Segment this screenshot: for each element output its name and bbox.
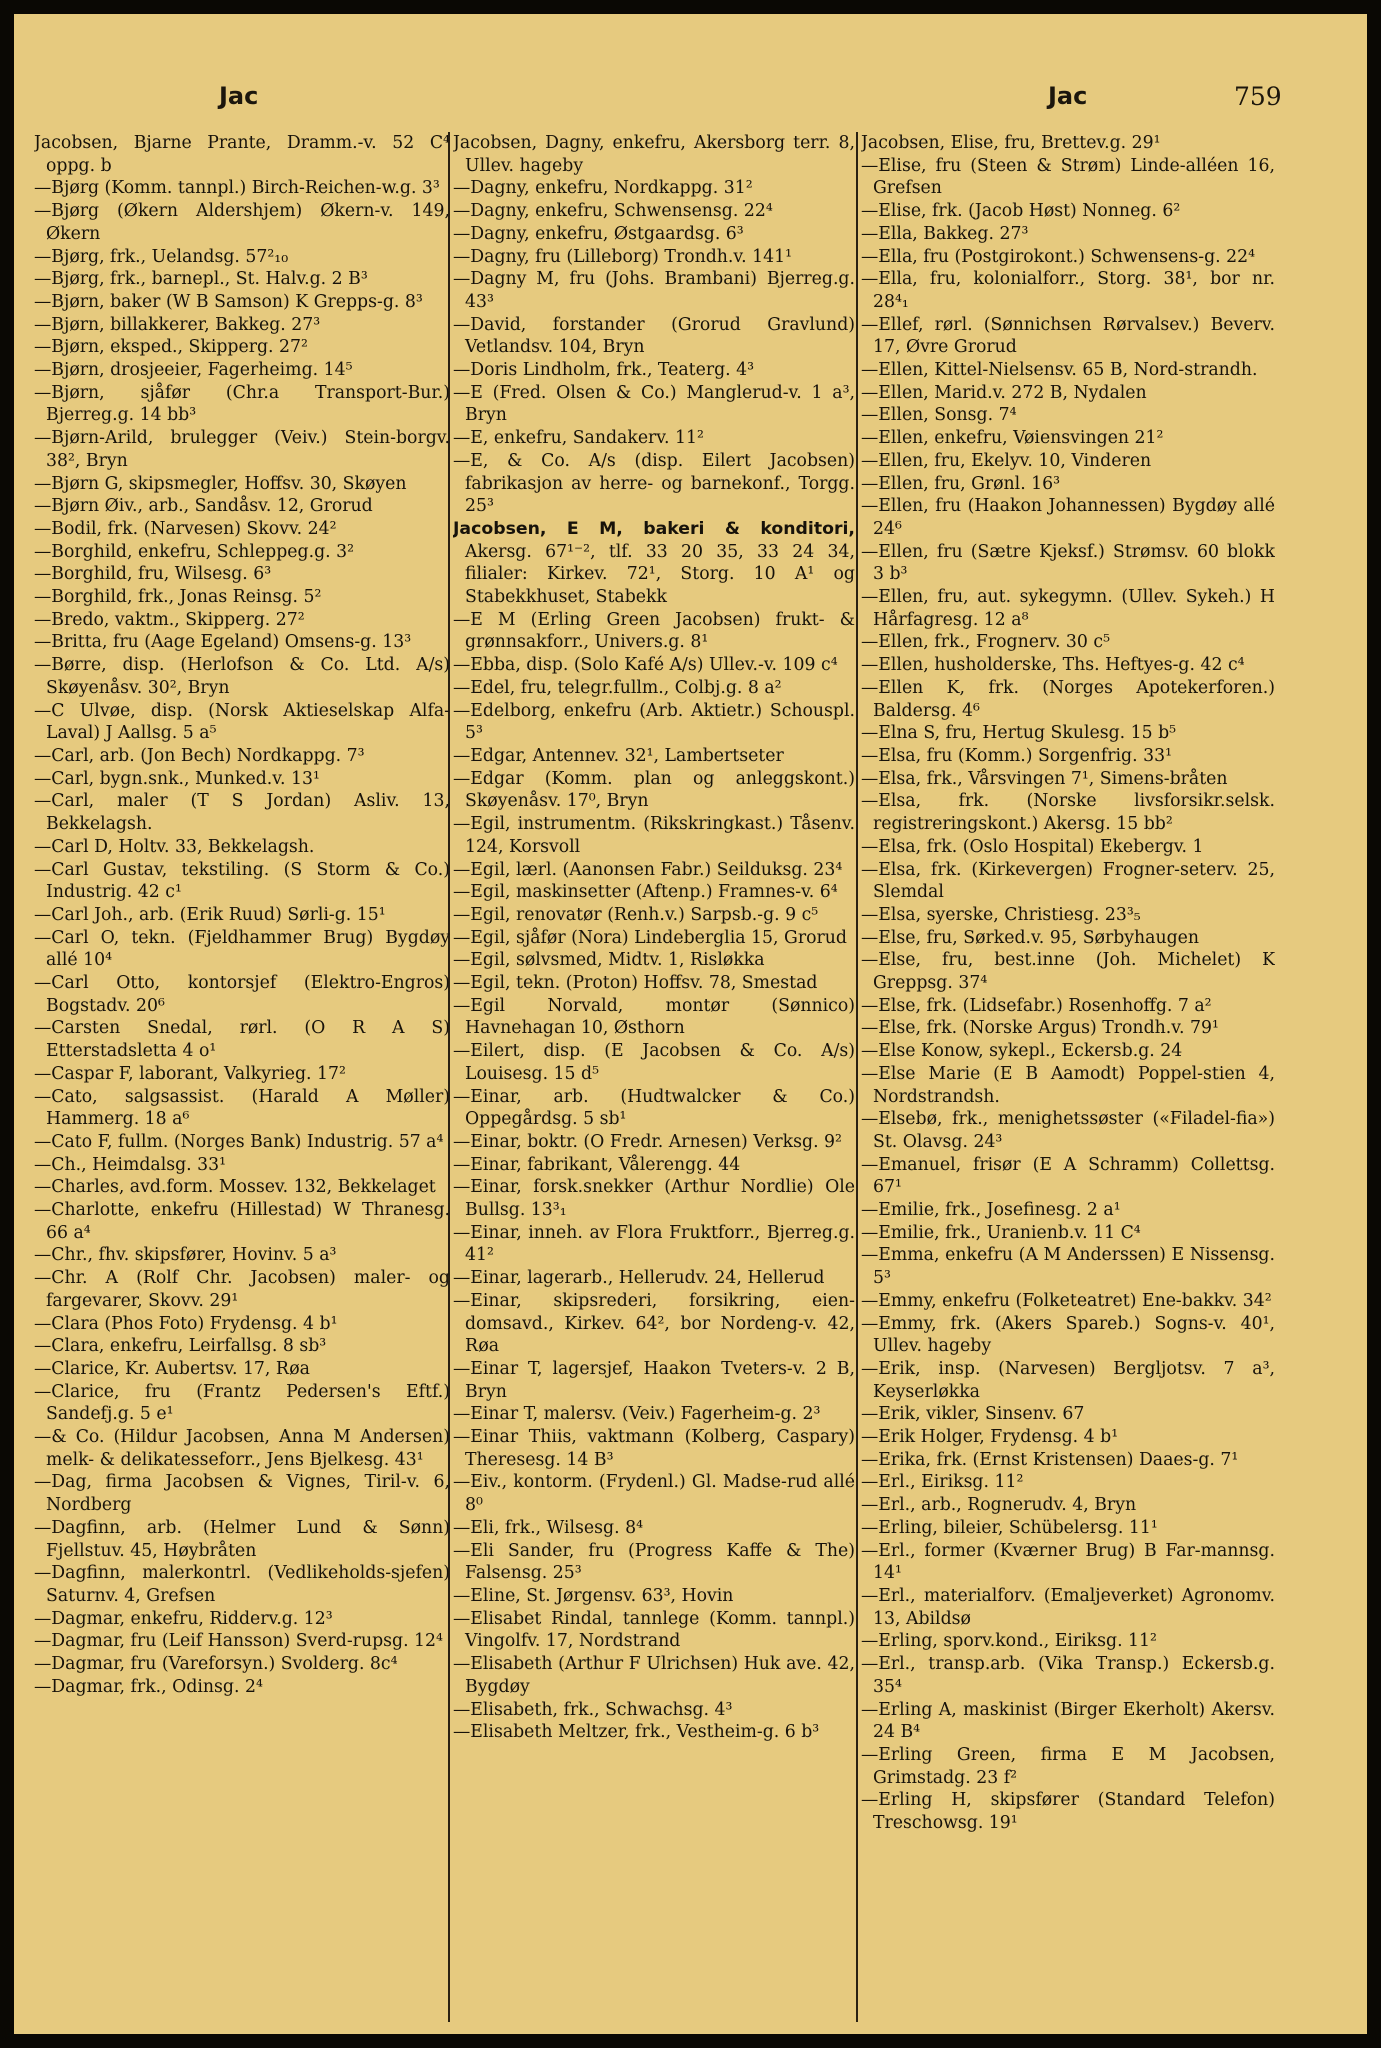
directory-entry: Jacobsen, Elise, fru, Brettev.g. 29¹ (861, 133, 1161, 153)
directory-entry: —Clara, enkefru, Leirfallsg. 8 sb³ (34, 1336, 327, 1357)
right-guide-word: Jac (1048, 82, 1088, 110)
directory-entry: —Dagny, fru (Lilleborg) Trondh.v. 141¹ (453, 246, 793, 267)
page-header (14, 82, 1367, 122)
directory-entry: —Elsa, frk. (Norske livsforsikr.selsk. registreringskont.) Akersg. 15 bb² (861, 791, 1275, 835)
directory-entry: —Dagmar, fru (Leif Hansson) Sverd-rupsg. 12⁴ (34, 1631, 443, 1652)
directory-entry: —Charles, avd.form. Mossev. 132, Bekkelaget (34, 1177, 436, 1198)
directory-entry: —Carl Otto, kontorsjef (Elektro-Engros) Bogstadv. 20⁶ (34, 973, 450, 1016)
directory-entry: —Egil, maskinsetter (Aftenp.) Framnes-v. 6⁴ (453, 882, 838, 903)
directory-entry: —Charlotte, enkefru (Hillestad) W Thranesg. 66 a⁴ (34, 1200, 450, 1243)
directory-entry: —Erl., materialforv. (Emaljeverket) Agronomv. 13, Abildsø (861, 1586, 1275, 1629)
directory-entry: —Ella, fru (Postgirokont.) Schwensens-g. 22⁴ (861, 246, 1256, 267)
column-3 (861, 132, 1275, 2020)
directory-entry: —Ellen, Kittel-Nielsensv. 65 B, Nord-strandh. (861, 360, 1258, 381)
directory-entry: —Elna S, fru, Hertug Skulesg. 15 b⁵ (861, 723, 1177, 744)
directory-entry: —Egil, sjåfør (Nora) Lindeberglia 15, Grorud (453, 927, 847, 948)
directory-entry: —Ellen, frk., Frognerv. 30 c⁵ (861, 632, 1111, 653)
directory-entry: —Edelborg, enkefru (Arb. Aktietr.) Schouspl. 5³ (453, 700, 855, 744)
directory-entry: —Ellen, Marid.v. 272 B, Nydalen (861, 382, 1147, 403)
directory-entry: —Bodil, frk. (Narvesen) Skovv. 24² (34, 518, 337, 539)
directory-page (14, 14, 1367, 2034)
directory-entry: Jacobsen, Bjarne Prante, Dramm.-v. 52 C⁴ oppg. b (34, 133, 450, 176)
directory-entry: —Erl., transp.arb. (Vika Transp.) Eckersb.g. 35⁴ (861, 1654, 1275, 1697)
directory-entry: —Carl, bygn.snk., Munked.v. 13¹ (34, 768, 320, 789)
directory-entry: —Ellen, enkefru, Vøiensvingen 21² (861, 428, 1164, 449)
directory-entry: —Elsa, frk., Vårsvingen 7¹, Simens-bråten (861, 768, 1228, 789)
directory-entry: —Doris Lindholm, frk., Teaterg. 4³ (453, 360, 755, 381)
directory-entry: —Einar, lagerarb., Hellerudv. 24, Hellerud (453, 1268, 825, 1289)
directory-entry: —Einar, forsk.snekker (Arthur Nordlie) Ole Bullsg. 13³₁ (453, 1177, 855, 1221)
directory-entry: —Elise, fru (Steen & Strøm) Linde-alléen 16, Grefsen (861, 155, 1275, 199)
directory-entry: —Elsa, syerske, Christiesg. 23³₅ (861, 904, 1141, 925)
directory-entry: —Einar, skipsrederi, forsikring, eien-domsavd., Kirkev. 64², bor Nordeng-v. 42, Røa (453, 1290, 855, 1357)
directory-entry: —Einar, boktr. (O Fredr. Arnesen) Verksg. 9² (453, 1131, 842, 1152)
directory-entry: —Bjørn, baker (W B Samson) K Grepps-g. 8³ (34, 291, 423, 312)
directory-entry: —E, enkefru, Sandakerv. 11² (453, 428, 704, 449)
page-number: 759 (1234, 82, 1282, 111)
directory-entry: —Ellen, fru, Grønl. 16³ (861, 473, 1061, 494)
directory-entry: —Emanuel, frisør (E A Schramm) Collettsg. 67¹ (861, 1154, 1275, 1198)
directory-entry: —Emmy, enkefru (Folketeatret) Ene-bakkv. 34² (861, 1290, 1272, 1311)
directory-entry: —Bjørg, frk., barnepl., St. Halv.g. 2 B³ (34, 269, 368, 290)
directory-entry: —Einar, arb. (Hudtwalcker & Co.) Oppegårdsg. 5 sb¹ (453, 1086, 855, 1130)
directory-entry: —Clara (Phos Foto) Frydensg. 4 b¹ (34, 1313, 338, 1334)
directory-entry: —Dagny, enkefru, Nordkappg. 31² (453, 178, 753, 199)
directory-entry: —Børre, disp. (Herlofson & Co. Ltd. A/s) Skøyenåsv. 30², Bryn (34, 655, 450, 698)
directory-entry: —Elise, frk. (Jacob Høst) Nonneg. 6² (861, 201, 1181, 222)
directory-entry: —Ella, Bakkeg. 27³ (861, 223, 1029, 244)
directory-entry: —Elisabeth Meltzer, frk., Vestheim-g. 6 b³ (453, 1722, 820, 1743)
directory-entry: —Else, frk. (Norske Argus) Trondh.v. 79¹ (861, 1018, 1219, 1039)
directory-entry: —Ella, fru, kolonialforr., Storg. 38¹, bor nr. 28⁴₁ (861, 269, 1275, 312)
directory-entry: —Edel, fru, telegr.fullm., Colbj.g. 8 a² (453, 677, 782, 698)
directory-entry: —Borghild, frk., Jonas Reinsg. 5² (34, 587, 322, 608)
directory-entry: —Ellef, rørl. (Sønnichsen Rørvalsev.) Beverv. 17, Øvre Grorud (861, 314, 1275, 358)
directory-entry: —Clarice, fru (Frantz Pedersen's Eftf.) Sandefj.g. 5 e¹ (34, 1381, 450, 1425)
directory-entry: —Einar Thiis, vaktmann (Kolberg, Caspary) Theresesg. 14 B³ (453, 1427, 855, 1470)
directory-entry: —Chr. A (Rolf Chr. Jacobsen) maler- og fargevarer, Skovv. 29¹ (34, 1268, 450, 1311)
directory-entry: —Emma, enkefru (A M Anderssen) E Nissensg. 5³ (861, 1245, 1275, 1289)
directory-entry: —Eiv., kontorm. (Frydenl.) Gl. Madse-rud allé 8⁰ (453, 1472, 855, 1516)
directory-entry: —Carl, arb. (Jon Bech) Nordkappg. 7³ (34, 745, 365, 766)
directory-entry: —Borghild, fru, Wilsesg. 6³ (34, 564, 272, 585)
directory-entry: —Egil, tekn. (Proton) Hoffsv. 78, Smestad (453, 973, 818, 994)
directory-entry: —Dag, firma Jacobsen & Vignes, Tiril-v. 6, Nordberg (34, 1472, 450, 1516)
directory-entry: —Else Marie (E B Aamodt) Poppel-stien 4, Nordstrandsh. (861, 1063, 1275, 1107)
directory-entry: —Dagfinn, malerkontrl. (Vedlikeholds-sjefen) Saturnv. 4, Grefsen (34, 1563, 450, 1606)
directory-entry: —Bjørg (Økern Aldershjem) Økern-v. 149, Økern (34, 201, 450, 244)
directory-entry: —Egil, lærl. (Aanonsen Fabr.) Seilduksg. 23⁴ (453, 859, 843, 880)
directory-entry: Jacobsen, E M, bakeri & konditori, Akersg. 67¹⁻², tlf. 33 20 35, 33 24 34, filialer: Kirkev. 72¹, Storg. 10 A¹ og Stabekkhuset, Stabekk (453, 518, 855, 608)
directory-entry: —Erl., former (Kværner Brug) B Far-mannsg. 14¹ (861, 1540, 1275, 1584)
directory-entry: —Carl, maler (T S Jordan) Asliv. 13, Bekkelagsh. (34, 791, 450, 835)
directory-entry: —Bjørn, sjåfør (Chr.a Transport-Bur.) Bjerreg.g. 14 bb³ (34, 382, 450, 426)
directory-entry: —Dagny, enkefru, Schwensensg. 22⁴ (453, 201, 773, 222)
directory-entry: —Dagny M, fru (Johs. Brambani) Bjerreg.g. 43³ (453, 269, 855, 312)
left-guide-word: Jac (219, 82, 259, 110)
directory-entry: —Eline, St. Jørgensv. 63³, Hovin (453, 1586, 734, 1606)
directory-entry: —Edgar, Antennev. 32¹, Lambertseter (453, 745, 784, 766)
directory-entry: —Bjørn G, skipsmegler, Hoffsv. 30, Skøyen (34, 473, 407, 494)
directory-entry: —Else, fru, best.inne (Joh. Michelet) K Greppsg. 37⁴ (861, 950, 1275, 994)
directory-entry: —Ellen, fru, Ekelyv. 10, Vinderen (861, 450, 1152, 471)
directory-entry: —Borghild, enkefru, Schleppeg.g. 3² (34, 541, 355, 562)
directory-entry: —Cato F, fullm. (Norges Bank) Industrig. 57 a⁴ (34, 1131, 444, 1152)
column-rule-right (856, 132, 858, 2022)
directory-entry: —E M (Erling Green Jacobsen) frukt- & grønnsakforr., Univers.g. 8¹ (453, 609, 855, 653)
directory-entry: —Clarice, Kr. Aubertsv. 17, Røa (34, 1358, 310, 1379)
directory-entry: —Ellen, fru (Sætre Kjeksf.) Strømsv. 60 blokk 3 b³ (861, 541, 1275, 585)
directory-entry: —Elsa, fru (Komm.) Sorgenfrig. 33¹ (861, 745, 1173, 766)
directory-entry: —Einar, fabrikant, Vålerengg. 44 (453, 1154, 741, 1175)
directory-entry: —Emilie, frk., Josefinesg. 2 a¹ (861, 1200, 1121, 1221)
directory-entry: —Erik, insp. (Narvesen) Bergljotsv. 7 a³, Keyserløkka (861, 1358, 1275, 1402)
directory-entry: —Elisabet Rindal, tannlege (Komm. tannpl.) Vingolfv. 17, Nordstrand (453, 1608, 855, 1652)
directory-entry: —Erling, bileier, Schübelersg. 11¹ (861, 1517, 1158, 1538)
directory-entry: —Erl., arb., Rognerudv. 4, Bryn (861, 1495, 1137, 1516)
directory-entry: —Bjørg, frk., Uelandsg. 57²₁₀ (34, 246, 289, 267)
directory-entry: —C Ulvøe, disp. (Norsk Aktieselskap Alfa-Laval) J Aallsg. 5 a⁵ (34, 700, 450, 744)
directory-entry: —Carl D, Holtv. 33, Bekkelagsh. (34, 836, 315, 857)
directory-entry: —Dagny, enkefru, Østgaardsg. 6³ (453, 223, 744, 244)
directory-entry: —Caspar F, laborant, Valkyrieg. 17² (34, 1063, 346, 1084)
directory-entry: —Ellen, fru (Haakon Johannessen) Bygdøy allé 24⁶ (861, 496, 1275, 539)
column-1 (34, 132, 450, 2020)
directory-entry: —Erling A, maskinist (Birger Ekerholt) Akersv. 24 B⁴ (861, 1699, 1275, 1743)
directory-entry: —Britta, fru (Aage Egeland) Omsens-g. 13³ (34, 632, 412, 653)
directory-entry: —Bjørn, drosjeeier, Fagerheimg. 14⁵ (34, 360, 353, 381)
directory-entry: —Elisabeth, frk., Schwachsg. 4³ (453, 1699, 733, 1720)
directory-entry: —Carl O, tekn. (Fjeldhammer Brug) Bygdøy allé 10⁴ (34, 927, 450, 971)
directory-entry: —David, forstander (Grorud Gravlund) Vetlandsv. 104, Bryn (453, 314, 855, 358)
column-2 (453, 132, 855, 2020)
directory-entry: —Emmy, frk. (Akers Spareb.) Sogns-v. 40¹, Ullev. hageby (861, 1313, 1275, 1357)
directory-entry: —Bjørg (Komm. tannpl.) Birch-Reichen-w.g. 3³ (34, 178, 440, 199)
directory-entry: —Edgar (Komm. plan og anleggskont.) Skøyenåsv. 17⁰, Bryn (453, 768, 855, 812)
directory-entry: —E, & Co. A/s (disp. Eilert Jacobsen) fabrikasjon av herre- og barnekonf., Torgg. 25³ (453, 450, 855, 517)
directory-entry: —Bjørn, eksped., Skipperg. 27² (34, 337, 308, 358)
directory-entry: —Ellen, fru, aut. sykegymn. (Ullev. Sykeh.) H Hårfagresg. 12 a⁸ (861, 587, 1275, 630)
directory-entry: —Ellen, Sonsg. 7⁴ (861, 405, 1017, 426)
directory-entry: —Dagmar, enkefru, Ridderv.g. 12³ (34, 1608, 333, 1629)
directory-entry: —Bjørn Øiv., arb., Sandåsv. 12, Grorud (34, 496, 373, 517)
directory-entry: —Ellen, husholderske, Ths. Heftyes-g. 42 c⁴ (861, 655, 1245, 676)
directory-entry: —Eli, frk., Wilsesg. 8⁴ (453, 1517, 643, 1538)
directory-entry: —Elsebø, frk., menighetssøster («Filadel-fia») St. Olavsg. 24³ (861, 1109, 1275, 1152)
directory-entry: —Bjørn, billakkerer, Bakkeg. 27³ (34, 314, 321, 335)
directory-entry: —Erik Holger, Frydensg. 4 b¹ (861, 1427, 1119, 1448)
directory-entry: —Ebba, disp. (Solo Kafé A/s) Ullev.-v. 109 c⁴ (453, 655, 838, 676)
directory-entry: —Eilert, disp. (E Jacobsen & Co. A/s) Louisesg. 15 d⁵ (453, 1041, 855, 1084)
directory-entry: —Erling, sporv.kond., Eiriksg. 11² (861, 1631, 1157, 1652)
directory-entry: —Einar T, malersv. (Veiv.) Fagerheim-g. 2³ (453, 1404, 821, 1425)
directory-entry: —Chr., fhv. skipsfører, Hovinv. 5 a³ (34, 1245, 337, 1266)
directory-entry: —Elisabeth (Arthur F Ulrichsen) Huk ave. 42, Bygdøy (453, 1654, 855, 1697)
directory-entry: —Erik, vikler, Sinsenv. 67 (861, 1404, 1085, 1425)
directory-entry: —Erika, frk. (Ernst Kristensen) Daaes-g. 7¹ (861, 1449, 1239, 1470)
directory-entry: —Emilie, frk., Uranienb.v. 11 C⁴ (861, 1222, 1141, 1243)
directory-entry: —Elsa, frk. (Kirkevergen) Frogner-seterv. 25, Slemdal (861, 859, 1275, 903)
directory-entry: —Eli Sander, fru (Progress Kaffe & The) Falsensg. 25³ (453, 1540, 855, 1584)
directory-entry: —E (Fred. Olsen & Co.) Manglerud-v. 1 a³, Bryn (453, 382, 855, 426)
directory-entry: —Cato, salgsassist. (Harald A Møller) Hammerg. 18 a⁶ (34, 1086, 450, 1130)
directory-entry: —Egil, renovatør (Renh.v.) Sarpsb.-g. 9 c⁵ (453, 904, 819, 925)
directory-entry: —Egil Norvald, montør (Sønnico) Havnehagan 10, Østhorn (453, 995, 855, 1039)
directory-entry: —Dagmar, frk., Odinsg. 2⁴ (34, 1676, 263, 1697)
directory-entry: —Carl Joh., arb. (Erik Ruud) Sørli-g. 15¹ (34, 904, 386, 925)
directory-entry: —Erl., Eiriksg. 11² (861, 1472, 1024, 1493)
directory-entry: —& Co. (Hildur Jacobsen, Anna M Andersen) melk- & delikatesseforr., Jens Bjelkesg. 43¹ (34, 1427, 450, 1470)
directory-entry: —Erling H, skipsfører (Standard Telefon) Treschowsg. 19¹ (861, 1790, 1275, 1834)
directory-entry: —Dagfinn, arb. (Helmer Lund & Sønn) Fjellstuv. 45, Høybråten (34, 1517, 450, 1561)
directory-entry: —Egil, instrumentm. (Rikskringkast.) Tåsenv. 124, Korsvoll (453, 814, 855, 857)
directory-entry: —Ch., Heimdalsg. 33¹ (34, 1154, 227, 1175)
directory-entry: —Else, fru, Sørked.v. 95, Sørbyhaugen (861, 927, 1200, 948)
directory-entry: —Einar, inneh. av Flora Fruktforr., Bjerreg.g. 41² (453, 1222, 855, 1266)
directory-entry: —Erling Green, firma E M Jacobsen, Grimstadg. 23 f² (861, 1744, 1275, 1788)
directory-entry: —Dagmar, fru (Vareforsyn.) Svolderg. 8c⁴ (34, 1654, 398, 1675)
directory-entry: —Carl Gustav, tekstiling. (S Storm & Co.) Industrig. 42 c¹ (34, 859, 450, 903)
directory-entry: —Bredo, vaktm., Skipperg. 27² (34, 609, 305, 630)
directory-entry: Jacobsen, Dagny, enkefru, Akersborg terr. 8, Ullev. hageby (453, 133, 855, 176)
directory-entry: —Else Konow, sykepl., Eckersb.g. 24 (861, 1041, 1183, 1062)
directory-entry: —Einar T, lagersjef, Haakon Tveters-v. 2 B, Bryn (453, 1358, 855, 1402)
directory-entry: —Ellen K, frk. (Norges Apotekerforen.) Baldersg. 4⁶ (861, 677, 1275, 721)
directory-entry: —Elsa, frk. (Oslo Hospital) Ekebergv. 1 (861, 836, 1204, 857)
directory-entry: —Else, frk. (Lidsefabr.) Rosenhoffg. 7 a² (861, 995, 1212, 1016)
directory-entry: —Egil, sølvsmed, Midtv. 1, Risløkka (453, 950, 765, 971)
directory-entry: —Carsten Snedal, rørl. (O R A S) Etterstadsletta 4 o¹ (34, 1018, 450, 1062)
directory-entry: —Bjørn-Arild, brulegger (Veiv.) Stein-borgv. 38², Bryn (34, 428, 450, 471)
